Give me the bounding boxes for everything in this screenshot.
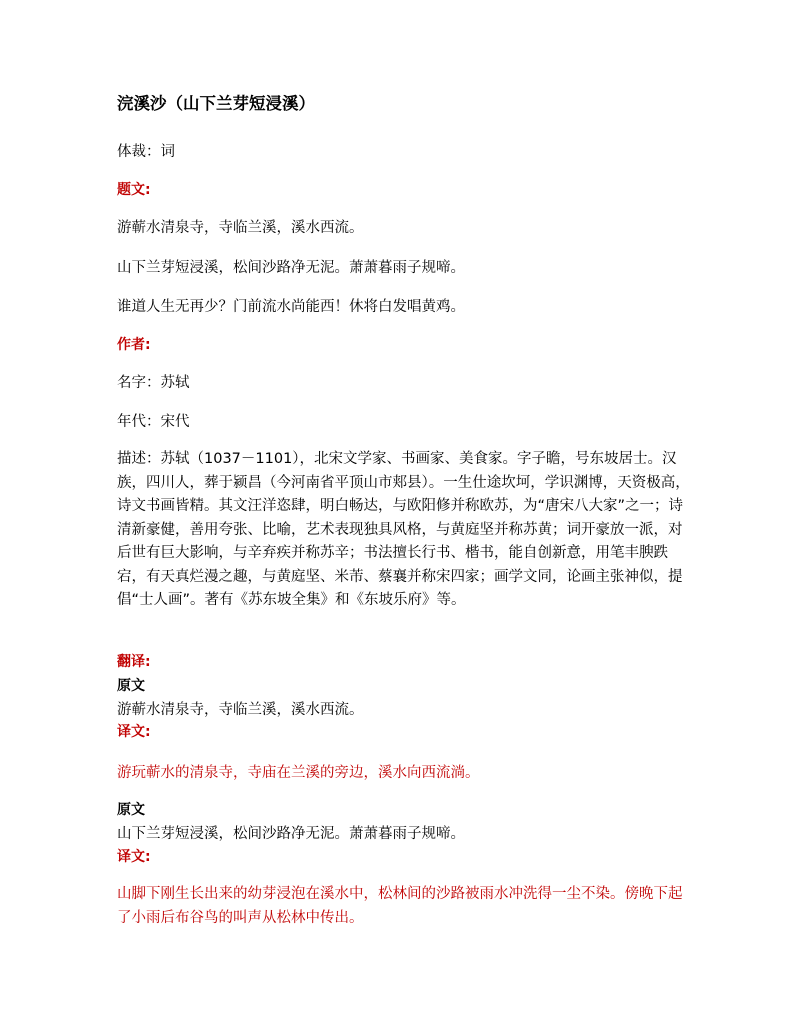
poem-title: 浣溪沙（山下兰芽短浸溪） — [117, 94, 315, 113]
trans-label-2: 译文: — [117, 849, 151, 865]
trans-text-2: 山脚下刚生长出来的幼芽浸泡在溪水中，松林间的沙路被雨水冲洗得一尘不染。傍晚下起了小雨后布谷鸟的叫声从松林中传出。 — [117, 886, 683, 926]
author-era: 年代：宋代 — [117, 414, 190, 430]
author-label: 作者: — [117, 337, 151, 353]
poem-line-2: 山下兰芽短浸溪，松间沙路净无泥。萧萧暮雨子规啼。 — [117, 260, 465, 276]
poem-label: 题文: — [117, 182, 151, 198]
poem-line-1: 游蕲水清泉寺，寺临兰溪，溪水西流。 — [117, 220, 364, 236]
original-label-1: 原文 — [117, 678, 145, 694]
translation-label: 翻译: — [117, 654, 151, 670]
poem-line-3: 谁道人生无再少？门前流水尚能西！休将白发唱黄鸡。 — [117, 299, 465, 315]
trans-label-1: 译文: — [117, 724, 151, 740]
original-text-2: 山下兰芽短浸溪，松间沙路净无泥。萧萧暮雨子规啼。 — [117, 826, 465, 842]
author-name: 名字：苏轼 — [117, 375, 190, 391]
author-description: 描述：苏轼（1037－1101），北宋文学家、书画家、美食家。字子瞻，号东坡居士。汉族，四川人，葬于颍昌（今河南省平顶山市郏县）。一生仕途坎坷，学识渊博，天资极高，诗文书画皆精。其文汪洋恣肆，明白畅达，与欧阳修并称欧苏，为“唐宋八大家”之一；诗清新豪健，善用夸张、比喻，艺术表现独具风格，与黄庭坚并称苏黄；词开豪放一派，对后世有巨大影响，与辛弃疾并称苏辛；书法擅长行书、楷书，能自创新意，用笔丰腴跌宕，有天真烂漫之趣，与黄庭坚、米芾、蔡襄并称宋四家；画学文同，论画主张神似，提倡“士人画”。著有《苏东坡全集》和《东坡乐府》等。 — [117, 451, 690, 608]
original-label-2: 原文 — [117, 802, 145, 818]
genre-line: 体裁：词 — [117, 144, 175, 160]
trans-text-1: 游玩蕲水的清泉寺，寺庙在兰溪的旁边，溪水向西流淌。 — [117, 765, 480, 781]
original-text-1: 游蕲水清泉寺，寺临兰溪，溪水西流。 — [117, 702, 364, 718]
